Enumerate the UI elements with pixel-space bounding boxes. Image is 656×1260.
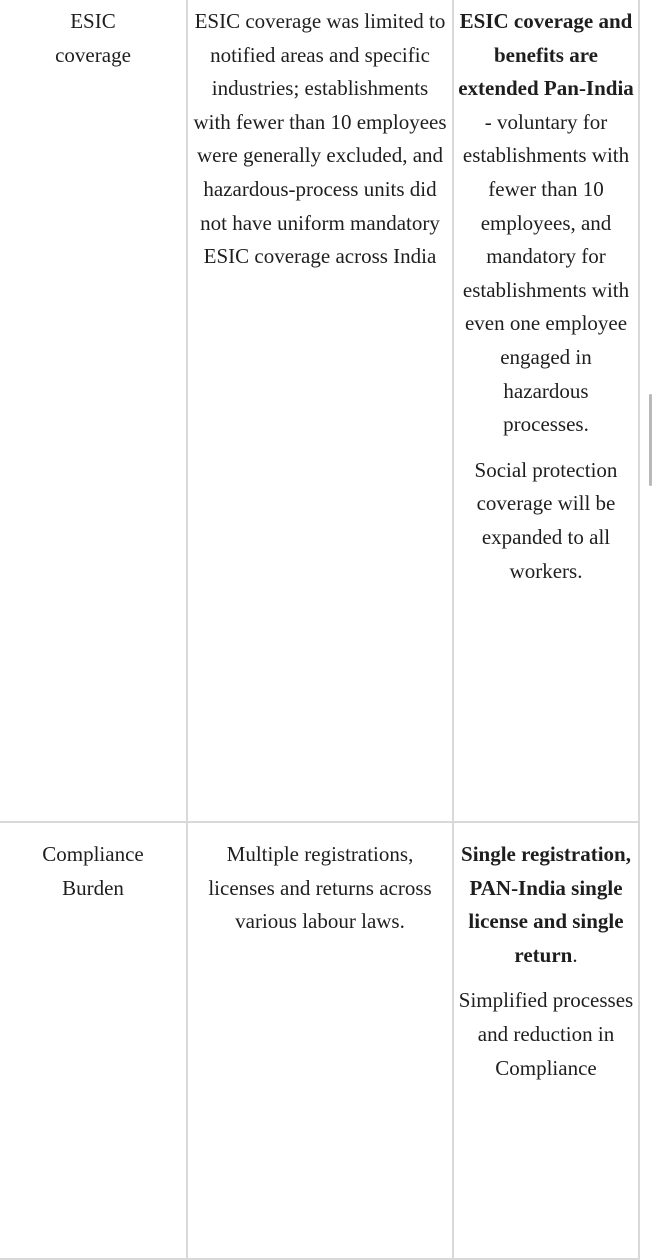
aspect-cell: [0, 0, 187, 822]
vertical-scrollbar[interactable]: [649, 394, 652, 486]
new-provision-detail: .: [572, 942, 578, 967]
new-provision-note: Simplified processes and reduction in Compliance: [458, 988, 634, 1080]
table-row: [0, 822, 639, 1259]
new-provision-cell: [453, 822, 639, 1259]
new-provision-highlight: ESIC coverage and benefits are extended Pan-India: [458, 9, 634, 101]
new-provision-detail: - voluntary for establishments with fewer than 10 employees, and mandatory for establishments with even one employee engaged in hazardous processes.: [462, 109, 630, 437]
previous-provision-cell: [187, 822, 453, 1259]
aspect-label: Burden: [62, 875, 124, 900]
previous-provision-text: ESIC coverage was limited to notified areas and specific industries; establishments with fewer than 10 employees were generally excluded, and hazardous-process units did not have uniform mandatory ESIC coverage across India: [193, 9, 447, 269]
new-provision-highlight: Single registration, PAN-India single license and single return: [461, 842, 631, 967]
new-provision-text: [458, 838, 634, 972]
aspect-label: Compliance: [42, 842, 144, 866]
aspect-label: ESIC: [70, 9, 116, 33]
aspect-label: coverage: [55, 42, 131, 67]
new-provision-note: Social protection coverage will be expanded to all workers.: [474, 457, 618, 583]
previous-provision-cell: [187, 0, 453, 822]
aspect-cell: [0, 822, 187, 1259]
new-provision-cell: [453, 0, 639, 822]
previous-provision-text: Multiple registrations, licenses and returns across various labour laws.: [208, 842, 432, 934]
new-provision-text: [458, 5, 634, 442]
